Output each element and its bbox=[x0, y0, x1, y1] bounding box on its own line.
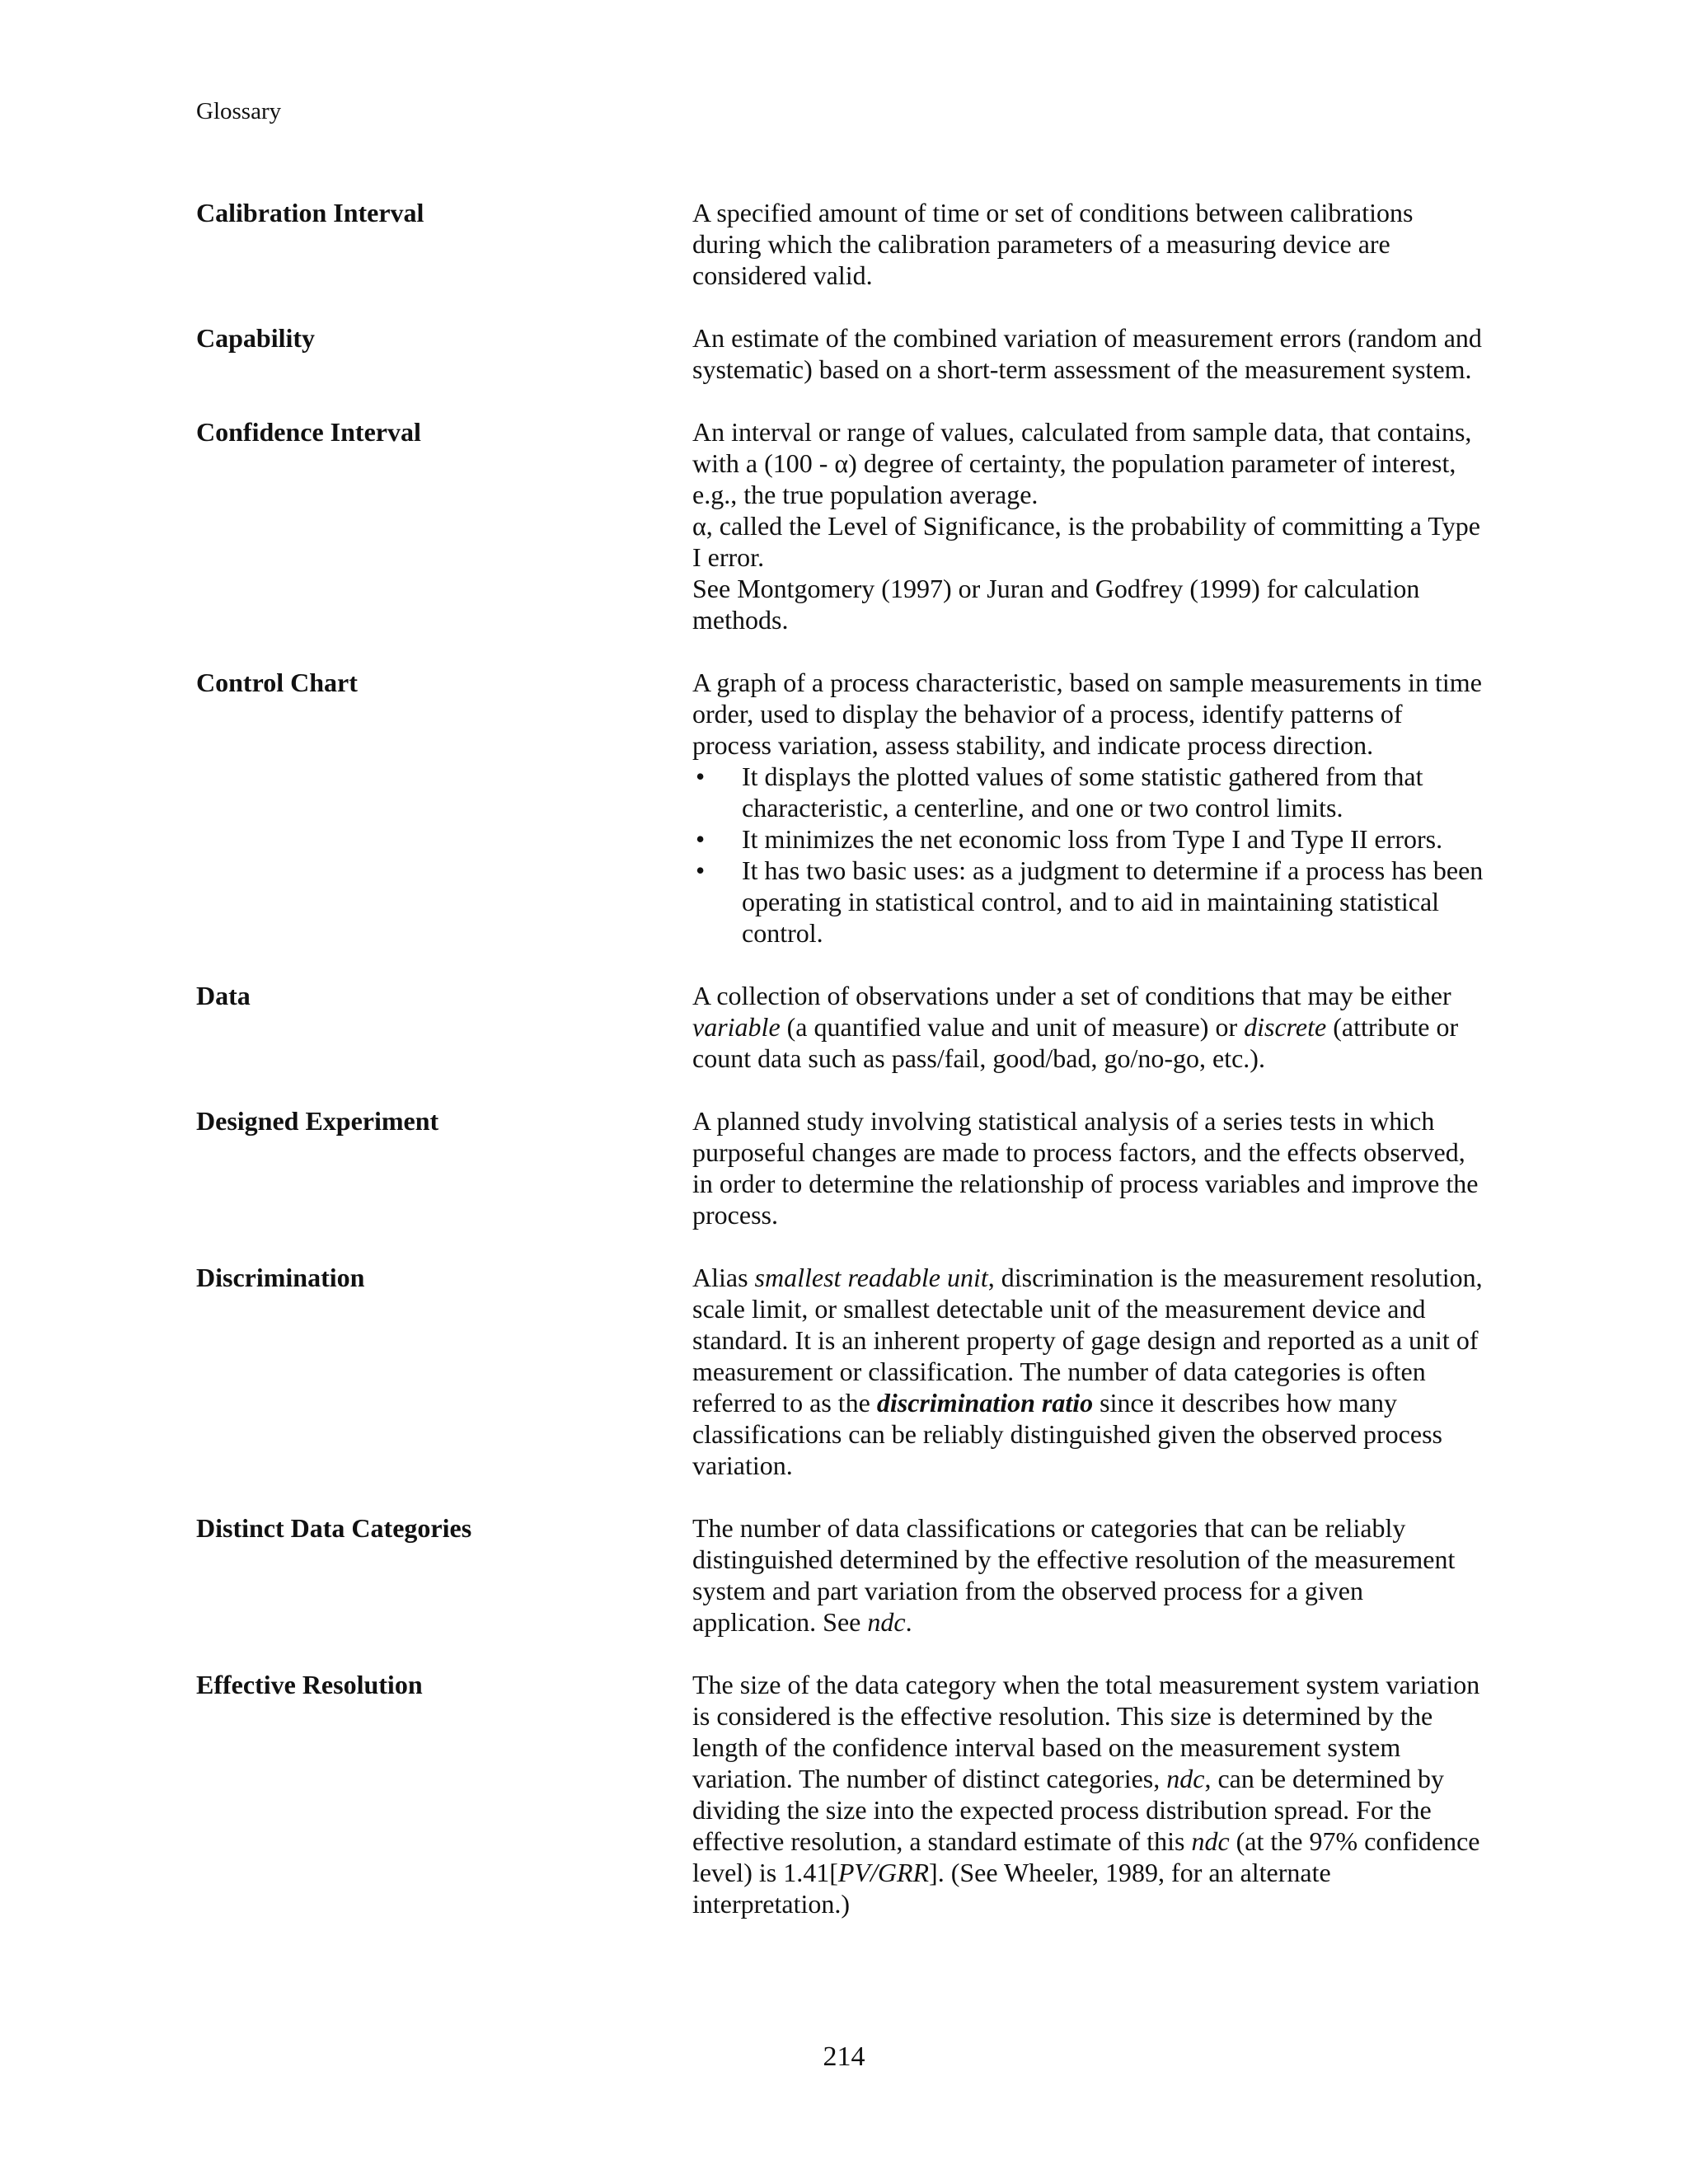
definition-text bbox=[692, 1262, 1484, 1481]
text-run: (at the 97% confidence level) is 1.41[ bbox=[692, 1826, 1480, 1887]
glossary-entry-capability bbox=[196, 322, 1490, 385]
definition-text: α, called the Level of Significance, is the probability of committing a Type I error. bbox=[692, 511, 1480, 572]
italic-term: discrete bbox=[1244, 1012, 1327, 1042]
definition bbox=[692, 1512, 1484, 1638]
term: Designed Experiment bbox=[196, 1106, 439, 1136]
glossary-list bbox=[196, 197, 1490, 1951]
definition bbox=[692, 667, 1484, 949]
text-run: (attribute or count data such as pass/fail, good/bad, go/no-go, etc.). bbox=[692, 1012, 1459, 1073]
list-item bbox=[692, 761, 1484, 823]
glossary-entry-discrimination bbox=[196, 1262, 1490, 1481]
term: Confidence Interval bbox=[196, 417, 421, 447]
definition bbox=[692, 1262, 1484, 1481]
definition-text: See Montgomery (1997) or Juran and Godfrey (1999) for calculation methods. bbox=[692, 574, 1420, 635]
definition-text bbox=[692, 1669, 1484, 1919]
bullet-icon: • bbox=[696, 824, 706, 854]
glossary-entry-control-chart bbox=[196, 667, 1490, 949]
term: Capability bbox=[196, 323, 316, 353]
list-item bbox=[692, 855, 1484, 949]
term: Distinct Data Categories bbox=[196, 1513, 472, 1543]
text-run: , can be determined by dividing the size into the expected process distribution spread. For the effective resolution, a standard estimate of this bbox=[692, 1764, 1444, 1856]
list-item-text: It displays the plotted values of some statistic gathered from that characteristic, a centerline, and one or two control limits. bbox=[742, 762, 1423, 823]
bullet-icon: • bbox=[696, 855, 706, 885]
definition-text: An interval or range of values, calculated from sample data, that contains, with a (100 - α) degree of certainty, the population parameter of interest, e.g., the true population average. bbox=[692, 417, 1472, 509]
running-header: Glossary bbox=[196, 98, 282, 124]
term: Discrimination bbox=[196, 1263, 365, 1292]
definition-text: A graph of a process characteristic, based on sample measurements in time order, used to display the behavior of a process, identify patterns of process variation, assess stability, and indicate process direction. bbox=[692, 668, 1482, 760]
list-item-text: It has two basic uses: as a judgment to determine if a process has been operating in statistical control, and to aid in maintaining statistical control. bbox=[742, 855, 1484, 948]
glossary-entry-data bbox=[196, 980, 1490, 1074]
definition bbox=[692, 980, 1484, 1074]
italic-term: ndc bbox=[1191, 1826, 1230, 1856]
term: Data bbox=[196, 981, 251, 1010]
italic-term: PV/GRR bbox=[837, 1858, 930, 1887]
definition bbox=[692, 1105, 1484, 1230]
list-item-text: It minimizes the net economic loss from Type I and Type II errors. bbox=[742, 824, 1443, 854]
bold-italic-term: discrimination ratio bbox=[876, 1388, 1094, 1418]
definition-text: A planned study involving statistical analysis of a series tests in which purposeful changes are made to process factors, and the effects observed, in order to determine the relationship of process variables and improve the process. bbox=[692, 1106, 1479, 1230]
page-number: 214 bbox=[823, 2041, 865, 2072]
italic-term: variable bbox=[692, 1012, 781, 1042]
term: Calibration Interval bbox=[196, 198, 424, 227]
text-run: The number of data classifications or categories that can be reliably distinguished determined by the effective resolution of the measurement system and part variation from the observed process for a given application. See bbox=[692, 1513, 1456, 1637]
text-run: A collection of observations under a set of conditions that may be either bbox=[692, 981, 1451, 1010]
bullet-icon: • bbox=[696, 762, 706, 791]
text-run: . bbox=[905, 1607, 912, 1637]
definition bbox=[692, 1669, 1484, 1919]
definition-text: A specified amount of time or set of conditions between calibrations during which the calibration parameters of a measuring device are considered valid. bbox=[692, 198, 1414, 290]
italic-term: smallest readable unit bbox=[754, 1263, 988, 1292]
glossary-entry-calibration-interval bbox=[196, 197, 1490, 291]
text-run: The size of the data category when the total measurement system variation is considered is the effective resolution. This size is determined by the length of the confidence interval based on the measurement system variation. The number of distinct categories, bbox=[692, 1670, 1480, 1793]
glossary-entry-designed-experiment bbox=[196, 1105, 1490, 1230]
glossary-entry-distinct-data-categories bbox=[196, 1512, 1490, 1638]
term: Effective Resolution bbox=[196, 1670, 423, 1699]
bullet-list bbox=[692, 761, 1484, 949]
definition bbox=[692, 322, 1484, 385]
italic-term: ndc bbox=[1166, 1764, 1205, 1793]
term: Control Chart bbox=[196, 668, 358, 697]
definition bbox=[692, 416, 1484, 635]
text-run: , discrimination is the measurement resolution, scale limit, or smallest detectable unit of the measurement device and standard. It is an inherent property of gage design and reported as a unit of measurement or classification. The number of data categories is often referred to as the bbox=[692, 1263, 1483, 1418]
text-run: Alias bbox=[692, 1263, 755, 1292]
definition-text: An estimate of the combined variation of measurement errors (random and systematic) based on a short-term assessment of the measurement system. bbox=[692, 323, 1482, 384]
text-run: (a quantified value and unit of measure) or bbox=[780, 1012, 1245, 1042]
definition-text bbox=[692, 980, 1484, 1074]
definition-text bbox=[692, 1512, 1484, 1638]
text-run: ]. (See Wheeler, 1989, for an alternate interpretation.) bbox=[692, 1858, 1331, 1919]
text-run: since it describes how many classifications can be reliably distinguished given the observed process variation. bbox=[692, 1388, 1442, 1480]
list-item bbox=[692, 823, 1484, 855]
definition bbox=[692, 197, 1484, 291]
italic-term: ndc bbox=[867, 1607, 906, 1637]
glossary-entry-confidence-interval bbox=[196, 416, 1490, 635]
glossary-entry-effective-resolution bbox=[196, 1669, 1490, 1919]
